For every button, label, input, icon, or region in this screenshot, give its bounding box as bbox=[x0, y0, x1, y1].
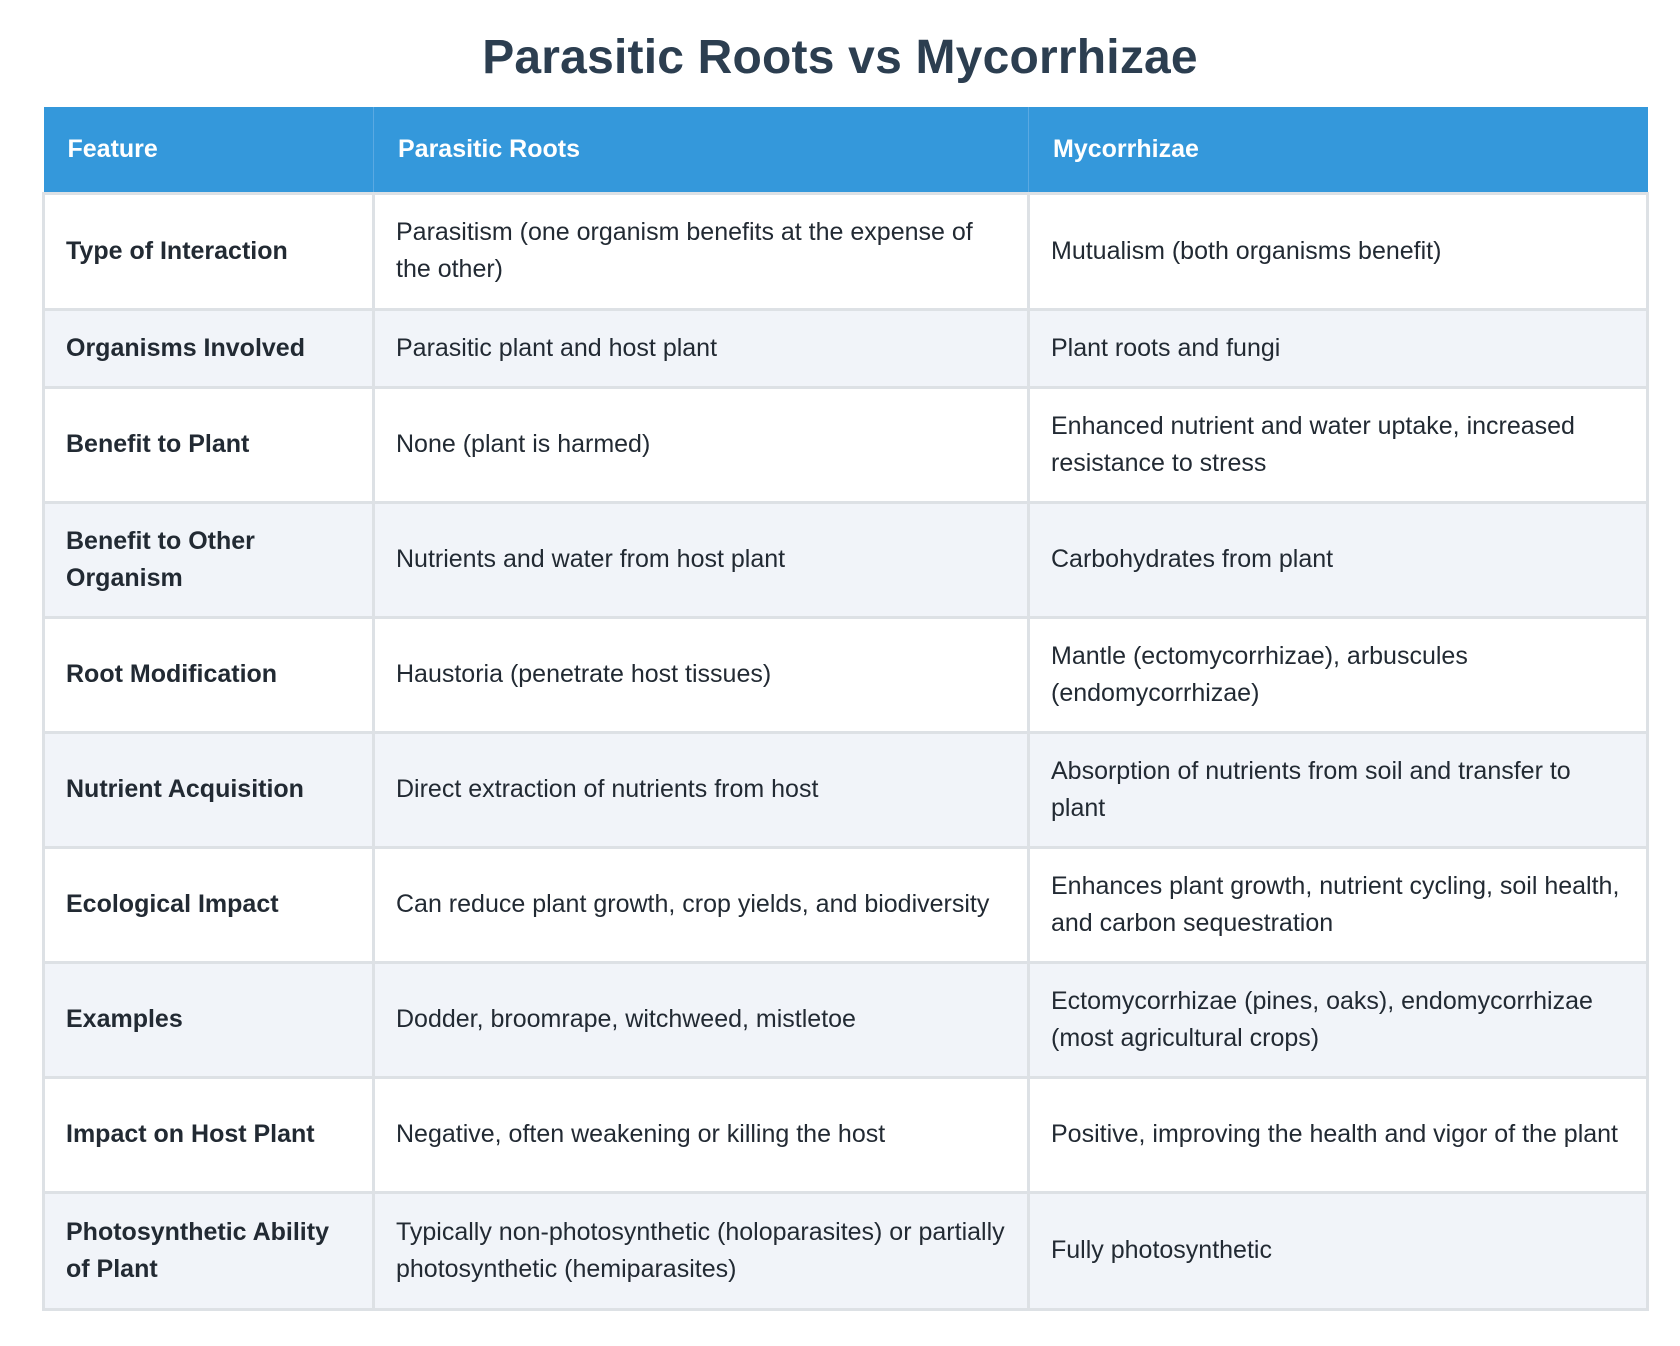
column-header-mycorrhizae: Mycorrhizae bbox=[1029, 107, 1648, 193]
parasitic-roots-cell: Typically non-photosynthetic (holoparasites) or partially photosynthetic (hemiparasites) bbox=[374, 1192, 1029, 1309]
parasitic-roots-cell: Direct extraction of nutrients from host bbox=[374, 732, 1029, 847]
parasitic-roots-cell: Parasitic plant and host plant bbox=[374, 309, 1029, 387]
feature-cell: Root Modification bbox=[44, 617, 374, 732]
feature-cell: Examples bbox=[44, 962, 374, 1077]
table-row bbox=[44, 732, 1648, 847]
mycorrhizae-cell: Plant roots and fungi bbox=[1029, 309, 1648, 387]
mycorrhizae-cell: Positive, improving the health and vigor of the plant bbox=[1029, 1077, 1648, 1192]
feature-cell: Impact on Host Plant bbox=[44, 1077, 374, 1192]
table-row bbox=[44, 502, 1648, 617]
table-row bbox=[44, 962, 1648, 1077]
parasitic-roots-cell: Parasitism (one organism benefits at the expense of the other) bbox=[374, 193, 1029, 309]
mycorrhizae-cell: Fully photosynthetic bbox=[1029, 1192, 1648, 1309]
parasitic-roots-cell: Nutrients and water from host plant bbox=[374, 502, 1029, 617]
table-row bbox=[44, 193, 1648, 309]
parasitic-roots-cell: Can reduce plant growth, crop yields, and biodiversity bbox=[374, 847, 1029, 962]
parasitic-roots-cell: Haustoria (penetrate host tissues) bbox=[374, 617, 1029, 732]
column-header-feature: Feature bbox=[44, 107, 374, 193]
mycorrhizae-cell: Carbohydrates from plant bbox=[1029, 502, 1648, 617]
feature-cell: Benefit to Plant bbox=[44, 387, 374, 502]
feature-cell: Benefit to Other Organism bbox=[44, 502, 374, 617]
table-row bbox=[44, 387, 1648, 502]
mycorrhizae-cell: Mantle (ectomycorrhizae), arbuscules (endomycorrhizae) bbox=[1029, 617, 1648, 732]
parasitic-roots-cell: None (plant is harmed) bbox=[374, 387, 1029, 502]
table-row bbox=[44, 1077, 1648, 1192]
feature-cell: Ecological Impact bbox=[44, 847, 374, 962]
table-body bbox=[44, 193, 1648, 1309]
parasitic-roots-cell: Negative, often weakening or killing the host bbox=[374, 1077, 1029, 1192]
parasitic-roots-cell: Dodder, broomrape, witchweed, mistletoe bbox=[374, 962, 1029, 1077]
feature-cell: Organisms Involved bbox=[44, 309, 374, 387]
mycorrhizae-cell: Enhances plant growth, nutrient cycling, soil health, and carbon sequestration bbox=[1029, 847, 1648, 962]
table-header bbox=[44, 107, 1648, 193]
mycorrhizae-cell: Absorption of nutrients from soil and transfer to plant bbox=[1029, 732, 1648, 847]
comparison-table bbox=[42, 107, 1649, 1311]
header-row bbox=[44, 107, 1648, 193]
table-row bbox=[44, 1192, 1648, 1309]
mycorrhizae-cell: Enhanced nutrient and water uptake, increased resistance to stress bbox=[1029, 387, 1648, 502]
mycorrhizae-cell: Mutualism (both organisms benefit) bbox=[1029, 193, 1648, 309]
mycorrhizae-cell: Ectomycorrhizae (pines, oaks), endomycorrhizae (most agricultural crops) bbox=[1029, 962, 1648, 1077]
table-row bbox=[44, 847, 1648, 962]
table-row bbox=[44, 617, 1648, 732]
page-title: Parasitic Roots vs Mycorrhizae bbox=[482, 31, 1198, 84]
feature-cell: Nutrient Acquisition bbox=[44, 732, 374, 847]
column-header-parasitic-roots: Parasitic Roots bbox=[374, 107, 1029, 193]
feature-cell: Photosynthetic Ability of Plant bbox=[44, 1192, 374, 1309]
feature-cell: Type of Interaction bbox=[44, 193, 374, 309]
table-row bbox=[44, 309, 1648, 387]
